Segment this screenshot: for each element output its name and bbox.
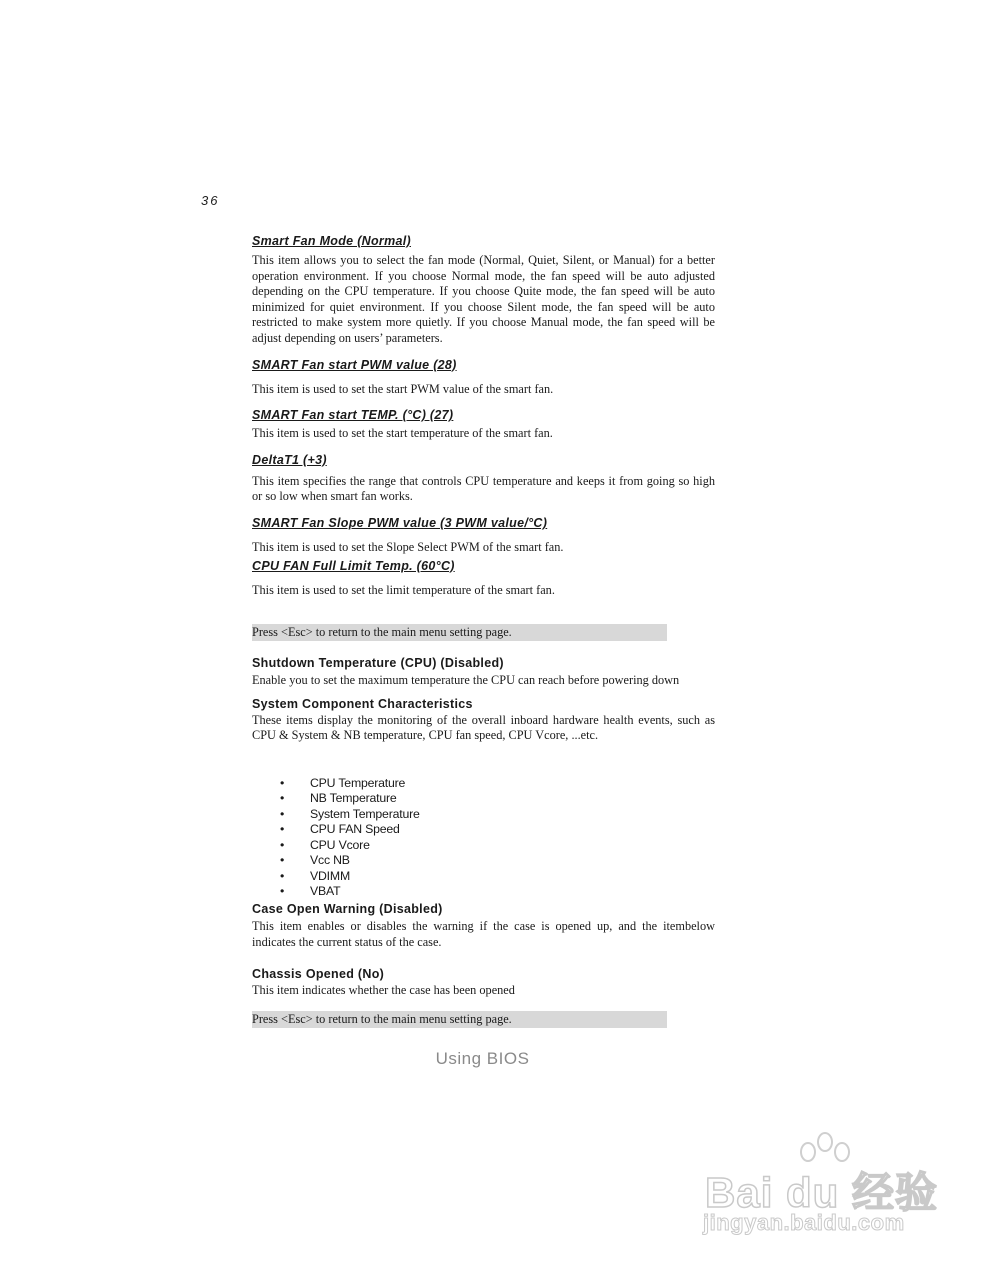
bullet: • <box>280 837 285 852</box>
bullet: • <box>280 791 285 806</box>
bullet: • <box>280 868 285 883</box>
case-open-heading: Case Open Warning (Disabled) <box>252 901 443 916</box>
section-body: This item specifies the range that controls CPU temperature and keeps it from going so high or so low when smart fan works. <box>252 473 715 504</box>
section-body: This item is used to set the start temperature of the smart fan. <box>252 426 553 441</box>
monitor-item-list <box>252 776 715 900</box>
list-item <box>280 776 715 792</box>
bullet: • <box>280 806 285 821</box>
case-open-body: This item enables or disables the warning if the case is opened up, and the itembelow indicates the current status of the case. <box>252 918 715 949</box>
section-heading: SMART Fan start TEMP. (°C) (27) <box>252 408 454 423</box>
section-body: This item is used to set the limit temperature of the smart fan. <box>252 582 555 597</box>
bullet: • <box>280 884 285 899</box>
chassis-heading: Chassis Opened (No) <box>252 967 385 982</box>
list-item <box>280 884 715 900</box>
list-item-label: Vcc NB <box>310 853 350 868</box>
bullet: • <box>280 853 285 868</box>
section-body: This item allows you to select the fan mode (Normal, Quiet, Silent, or Manual) for a better operation environment. If you choose Normal mode, the fan speed will be auto adjusted depending on the CPU temperature. If you choose Quite mode, the fan speed will be auto minimized for quiet environment. If you choose Silent mode, the fan speed will be auto restricted to make system more quietly. If you choose Manual mode, the fan speed will be adjust depending on users’ parameters. <box>252 253 715 345</box>
list-item-label: CPU FAN Speed <box>310 822 400 837</box>
list-item <box>280 838 715 854</box>
list-item-label: VBAT <box>310 884 341 899</box>
list-item-label: System Temperature <box>310 806 420 821</box>
list-item <box>280 869 715 885</box>
section-body: This item is used to set the start PWM value of the smart fan. <box>252 381 554 396</box>
list-item-label: CPU Temperature <box>310 775 406 790</box>
list-item-label: VDIMM <box>310 868 350 883</box>
list-item <box>280 791 715 807</box>
footer-title <box>0 1049 989 1069</box>
footer-title-text: Using BIOS <box>435 1049 530 1068</box>
esc-note: Press <Esc> to return to the main menu setting page. <box>252 624 667 641</box>
section-heading: Smart Fan Mode (Normal) <box>252 234 411 248</box>
section-heading: SMART Fan start PWM value (28) <box>252 357 457 372</box>
page-content <box>252 232 715 1028</box>
watermark-url: jingyan.baidu.com <box>703 1210 905 1235</box>
list-item <box>280 807 715 823</box>
shutdown-heading: Shutdown Temperature (CPU) (Disabled) <box>252 656 504 671</box>
watermark-brand: Bai du 经验 <box>705 1169 939 1216</box>
page-number: 36 <box>201 193 220 208</box>
esc-note: Press <Esc> to return to the main menu setting page. <box>252 1011 667 1028</box>
chassis-body: This item indicates whether the case has been opened <box>252 983 515 998</box>
list-item <box>280 853 715 869</box>
list-item-label: CPU Vcore <box>310 837 370 852</box>
section-heading: SMART Fan Slope PWM value (3 PWM value/°C) <box>252 515 548 530</box>
list-item-label: NB Temperature <box>310 791 397 806</box>
bullet: • <box>280 822 285 837</box>
section-heading: CPU FAN Full Limit Temp. (60°C) <box>252 558 455 573</box>
bullet: • <box>280 775 285 790</box>
list-item <box>280 822 715 838</box>
system-component-heading: System Component Characteristics <box>252 696 473 711</box>
section-heading: DeltaT1 (+3) <box>252 452 327 467</box>
watermark <box>700 1130 940 1240</box>
section-body: This item is used to set the Slope Select PWM of the smart fan. <box>252 539 564 554</box>
shutdown-body: Enable you to set the maximum temperature the CPU can reach before powering down <box>252 673 680 688</box>
system-component-body: These items display the monitoring of the overall inboard hardware health events, such as CPU & System & NB temperature, CPU fan speed, CPU Vcore, ...etc. <box>252 712 715 743</box>
